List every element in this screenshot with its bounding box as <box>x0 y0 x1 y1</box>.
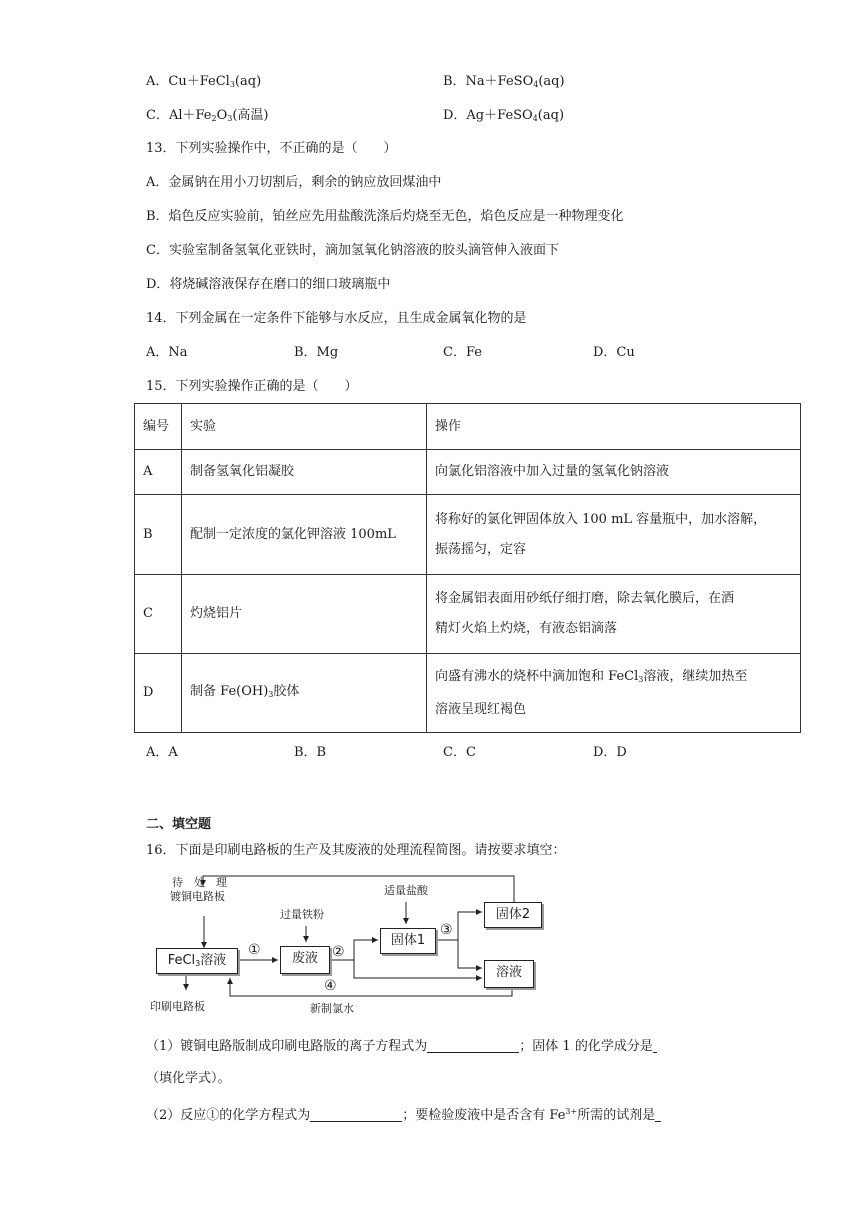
header-operation: 操作 <box>427 404 801 450</box>
row-id: B <box>135 495 182 575</box>
q14-option-a: A．Na <box>146 345 188 360</box>
solid1-box: 固体1 <box>380 928 436 954</box>
answer-blank-3[interactable] <box>310 1107 402 1122</box>
row-id: D <box>135 654 182 733</box>
q15-option-a: A．A <box>146 745 178 760</box>
q15-option-b: B．B <box>294 745 327 760</box>
q16-part1-hint: （填化学式）。 <box>146 1071 231 1086</box>
row-id: A <box>135 450 182 495</box>
row-id: C <box>135 575 182 654</box>
table-row <box>135 654 801 733</box>
hcl-label: 适量盐酸 <box>384 884 428 897</box>
table-header-row <box>135 404 801 450</box>
table-row <box>135 575 801 654</box>
q15-option-d: D．D <box>593 745 627 760</box>
chlorine-water-label: 新制氯水 <box>310 1002 354 1015</box>
q12-option-b: B．Na＋FeSO$_4$(aq) <box>443 74 565 89</box>
row-operation-line: 将称好的氯化钾固体放入 100 mL 容量瓶中，加水溶解， <box>435 511 767 527</box>
step-2-label: ② <box>332 944 345 960</box>
row-operation-line: 溶液呈现红褐色 <box>435 701 527 717</box>
q12-option-c: C．$Al+Fe_2O_3$(高温) <box>146 108 269 123</box>
q12-option-d: D．Ag＋FeSO$_4$(aq) <box>443 108 565 123</box>
answer-blank-4[interactable] <box>655 1107 661 1122</box>
row-experiment: 制备 $Fe(OH)_3$胶体 <box>182 654 427 733</box>
row-operation-line: 向盛有沸水的烧杯中滴加饱和 FeCl$_3$溶液，继续加热至 <box>435 668 748 684</box>
step-1-label: ① <box>248 942 261 958</box>
row-operation-line: 振荡摇匀，定容 <box>435 541 527 557</box>
header-experiment: 实验 <box>182 404 427 450</box>
step-4-label: ④ <box>324 978 337 994</box>
flow-diagram <box>148 872 548 1018</box>
section-title: 二、填空题 <box>146 817 212 832</box>
q15-stem: 15．下列实验操作正确的是（ ） <box>146 379 358 394</box>
q13-option-a: A．金属钠在用小刀切割后，剩余的钠应放回煤油中 <box>146 175 442 190</box>
q14-option-b: B．Mg <box>294 345 339 360</box>
table-row <box>135 450 801 495</box>
iron-powder-label: 过量铁粉 <box>280 908 324 921</box>
row-operation: 向氯化铝溶液中加入过量的氢氧化钠溶液 <box>427 450 801 495</box>
printed-board-label: 印刷电路板 <box>150 1000 205 1013</box>
q16-stem: 16．下面是印刷电路板的生产及其废液的处理流程简图。请按要求填空： <box>146 843 566 858</box>
row-experiment: 配制一定浓度的氯化钾溶液 100mL <box>182 495 427 575</box>
row-operation <box>427 575 801 654</box>
solution-box: 溶液 <box>484 960 534 988</box>
pending-board-label-2: 镀铜电路板 <box>170 890 225 903</box>
q16-part1-line: （1）镀铜电路版制成印刷电路版的离子方程式为 ；固体 1 的化学成分是 <box>146 1038 657 1056</box>
q15-option-c: C．C <box>443 745 476 760</box>
row-operation-line: 将金属铝表面用砂纸仔细打磨，除去氧化膜后，在酒 <box>435 591 735 606</box>
q14-option-c: C．Fe <box>443 345 482 360</box>
row-experiment: 灼烧铝片 <box>182 575 427 654</box>
pending-board-label-1: 待 处 理 <box>172 876 227 889</box>
q13-option-b: B．焰色反应实验前，铂丝应先用盐酸洗涤后灼烧至无色，焰色反应是一种物理变化 <box>146 209 624 224</box>
header-id: 编号 <box>135 404 182 450</box>
fecl3-solution-box: FeCl$_3$溶液 <box>156 948 238 974</box>
row-operation <box>427 654 801 733</box>
q13-stem: 13．下列实验操作中，不正确的是（ ） <box>146 141 397 156</box>
q14-stem: 14．下列金属在一定条件下能够与水反应，且生成金属氧化物的是 <box>146 311 527 326</box>
q12-option-a: A．Cu＋FeCl$_3$(aq) <box>146 74 262 89</box>
row-operation <box>427 495 801 575</box>
solid2-box: 固体2 <box>484 902 542 928</box>
q13-option-d: D．将烧碱溶液保存在磨口的细口玻璃瓶中 <box>146 277 391 292</box>
step-3-label: ③ <box>440 922 453 938</box>
answer-blank-2[interactable] <box>653 1038 657 1053</box>
table-row <box>135 495 801 575</box>
row-operation-line: 精灯火焰上灼烧，有液态铝滴落 <box>435 621 618 636</box>
q15-table <box>134 403 801 733</box>
q14-option-d: D．Cu <box>593 345 635 360</box>
q13-option-c: C．实验室制备氢氧化亚铁时，滴加氢氧化钠溶液的胶头滴管伸入液面下 <box>146 243 559 258</box>
row-experiment: 制备氢氧化铝凝胶 <box>182 450 427 495</box>
answer-blank-1[interactable] <box>427 1038 519 1053</box>
q16-part2-line: （2）反应①的化学方程式为 ；要检验废液中是否含有 $Fe^{3+}$所需的试剂是 <box>146 1103 661 1125</box>
waste-liquid-box: 废液 <box>280 946 330 974</box>
